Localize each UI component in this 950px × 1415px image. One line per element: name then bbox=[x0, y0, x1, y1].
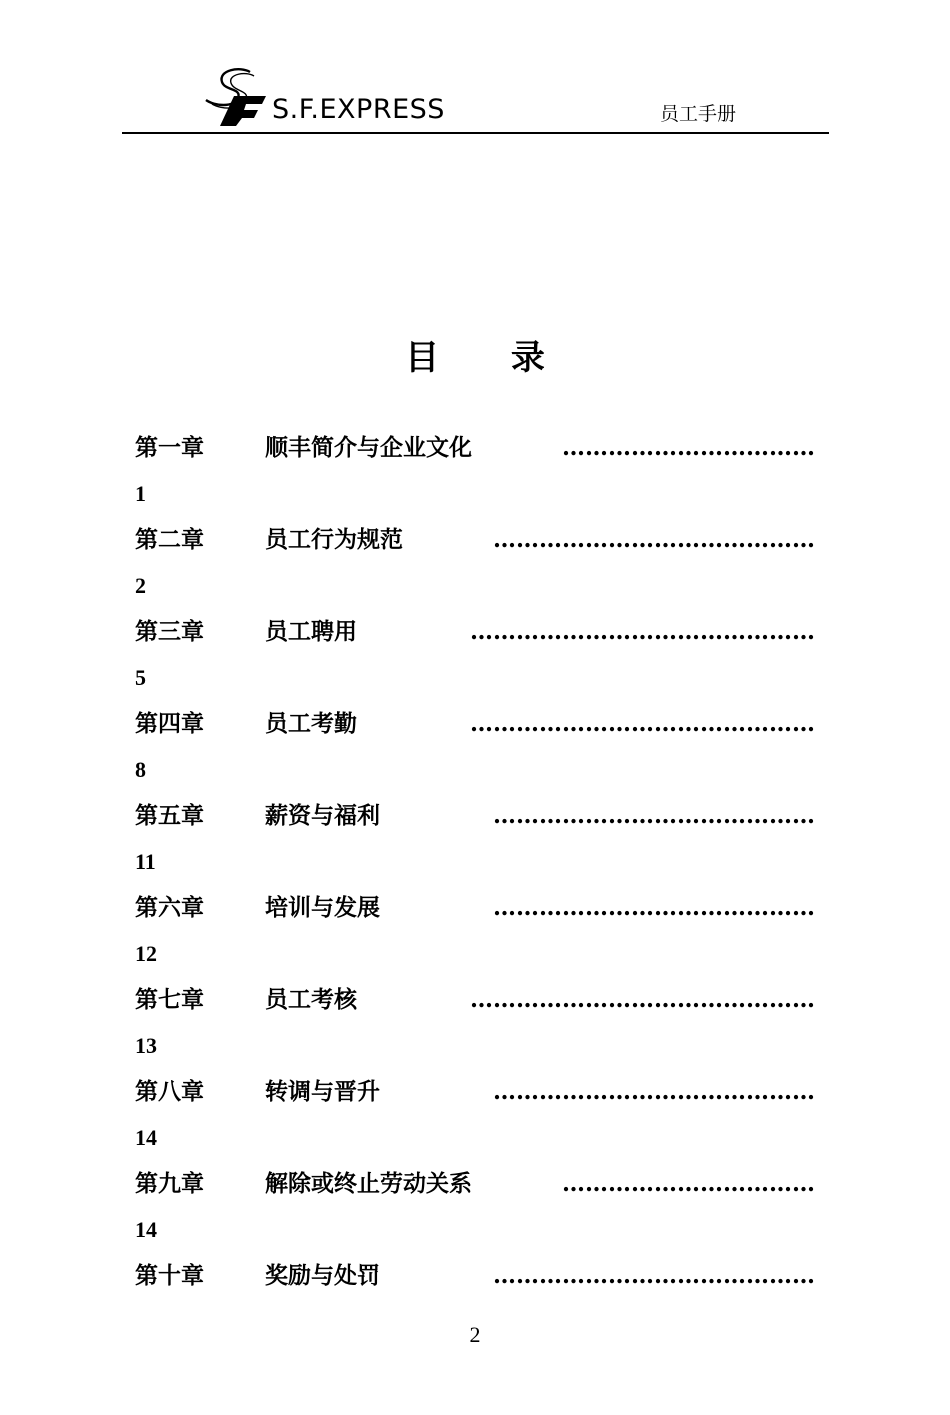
chapter-label: 第一章 bbox=[135, 434, 204, 461]
toc-entry[interactable] bbox=[135, 885, 815, 931]
page-ref: 12 bbox=[135, 941, 157, 966]
dot-leader: ……………………………………… bbox=[470, 710, 815, 737]
page-ref: 14 bbox=[135, 1125, 157, 1150]
dot-leader: …………………………………… bbox=[493, 526, 815, 553]
toc-entry[interactable] bbox=[135, 977, 815, 1023]
chapter-title: 奖励与处罚 bbox=[265, 1262, 380, 1289]
chapter-title: 员工考勤 bbox=[265, 710, 357, 737]
chapter-label: 第六章 bbox=[135, 894, 204, 921]
toc-entry[interactable] bbox=[135, 425, 815, 471]
chapter-label: 第三章 bbox=[135, 618, 204, 645]
toc-entry[interactable] bbox=[135, 609, 815, 655]
chapter-label: 第十章 bbox=[135, 1262, 204, 1289]
page-ref: 2 bbox=[135, 573, 146, 598]
page-ref: 14 bbox=[135, 1217, 157, 1242]
toc-entry[interactable] bbox=[135, 793, 815, 839]
table-of-contents bbox=[135, 425, 815, 1299]
dot-leader: …………………………………… bbox=[493, 1078, 815, 1105]
chapter-label: 第八章 bbox=[135, 1078, 204, 1105]
sf-express-logo-icon bbox=[204, 64, 274, 126]
page-number: 2 bbox=[469, 1322, 481, 1347]
page-header bbox=[122, 62, 829, 134]
chapter-title: 转调与晋升 bbox=[265, 1078, 380, 1105]
chapter-title: 薪资与福利 bbox=[265, 802, 380, 829]
toc-entry[interactable] bbox=[135, 517, 815, 563]
toc-entry[interactable] bbox=[135, 701, 815, 747]
page-ref: 5 bbox=[135, 665, 146, 690]
dot-leader: …………………………… bbox=[562, 1170, 815, 1197]
chapter-label: 第四章 bbox=[135, 710, 204, 737]
chapter-title: 解除或终止劳动关系 bbox=[265, 1170, 472, 1197]
chapter-label: 第七章 bbox=[135, 986, 204, 1013]
toc-entry[interactable] bbox=[135, 1253, 815, 1299]
chapter-label: 第二章 bbox=[135, 526, 204, 553]
dot-leader: …………………………………… bbox=[493, 802, 815, 829]
dot-leader: ……………………………………… bbox=[470, 618, 815, 645]
page-ref: 1 bbox=[135, 481, 146, 506]
handbook-label: 员工手册 bbox=[660, 103, 737, 125]
toc-entry[interactable] bbox=[135, 1069, 815, 1115]
chapter-title: 员工行为规范 bbox=[265, 526, 403, 553]
chapter-title: 顺丰简介与企业文化 bbox=[265, 434, 472, 461]
page-ref: 11 bbox=[135, 849, 156, 874]
toc-title: 目 录 bbox=[405, 338, 545, 378]
chapter-title: 培训与发展 bbox=[265, 894, 380, 921]
toc-entry[interactable] bbox=[135, 1161, 815, 1207]
brand-name: S.F.EXPRESS bbox=[272, 94, 445, 125]
page-ref: 13 bbox=[135, 1033, 157, 1058]
chapter-title: 员工考核 bbox=[265, 986, 357, 1013]
dot-leader: …………………………………… bbox=[493, 894, 815, 921]
chapter-label: 第九章 bbox=[135, 1170, 204, 1197]
dot-leader: …………………………………… bbox=[493, 1262, 815, 1289]
chapter-label: 第五章 bbox=[135, 802, 204, 829]
page-ref: 8 bbox=[135, 757, 146, 782]
chapter-title: 员工聘用 bbox=[265, 618, 357, 645]
dot-leader: ……………………………………… bbox=[470, 986, 815, 1013]
dot-leader: …………………………… bbox=[562, 434, 815, 461]
